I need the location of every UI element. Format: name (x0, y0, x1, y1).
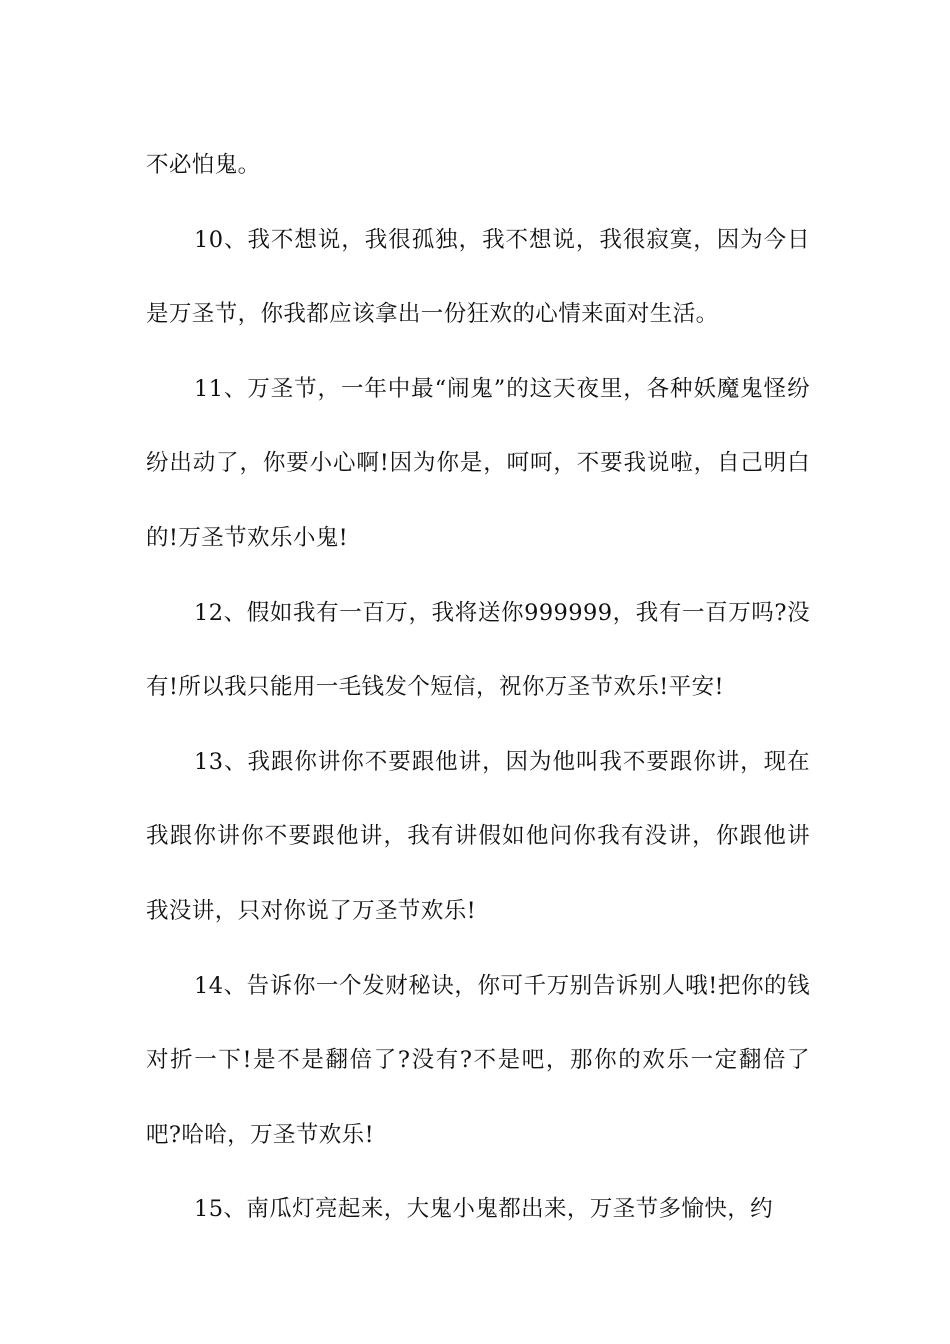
paragraph-item-11: 11、万圣节，一年中最“闹鬼”的这天夜里，各种妖魔鬼怪纷纷出动了，你要小心啊!因为你是，呵呵，不要我说啦，自己明白的!万圣节欢乐小鬼! (146, 375, 810, 551)
paragraph-item-14: 14、告诉你一个发财秘诀，你可千万别告诉别人哦!把你的钱对折一下!是不是翻倍了?没有?不是吧，那你的欢乐一定翻倍了吧?哈哈，万圣节欢乐! (146, 972, 810, 1148)
document-body (146, 128, 810, 1247)
paragraph-item-13: 13、我跟你讲你不要跟他讲，因为他叫我不要跟你讲，现在我跟你讲你不要跟他讲，我有讲假如他问你我有没讲，你跟他讲我没讲，只对你说了万圣节欢乐! (146, 748, 810, 924)
paragraph-item-10: 10、我不想说，我很孤独，我不想说，我很寂寞，因为今日是万圣节，你我都应该拿出一份狂欢的心情来面对生活。 (146, 226, 810, 328)
paragraph-item-12: 12、假如我有一百万，我将送你999999，我有一百万吗?没有!所以我只能用一毛钱发个短信，祝你万圣节欢乐!平安! (146, 599, 810, 701)
paragraph-item-15: 15、南瓜灯亮起来，大鬼小鬼都出来，万圣节多愉快，约 (194, 1196, 774, 1223)
paragraph-continuation: 不必怕鬼。 (146, 152, 261, 178)
